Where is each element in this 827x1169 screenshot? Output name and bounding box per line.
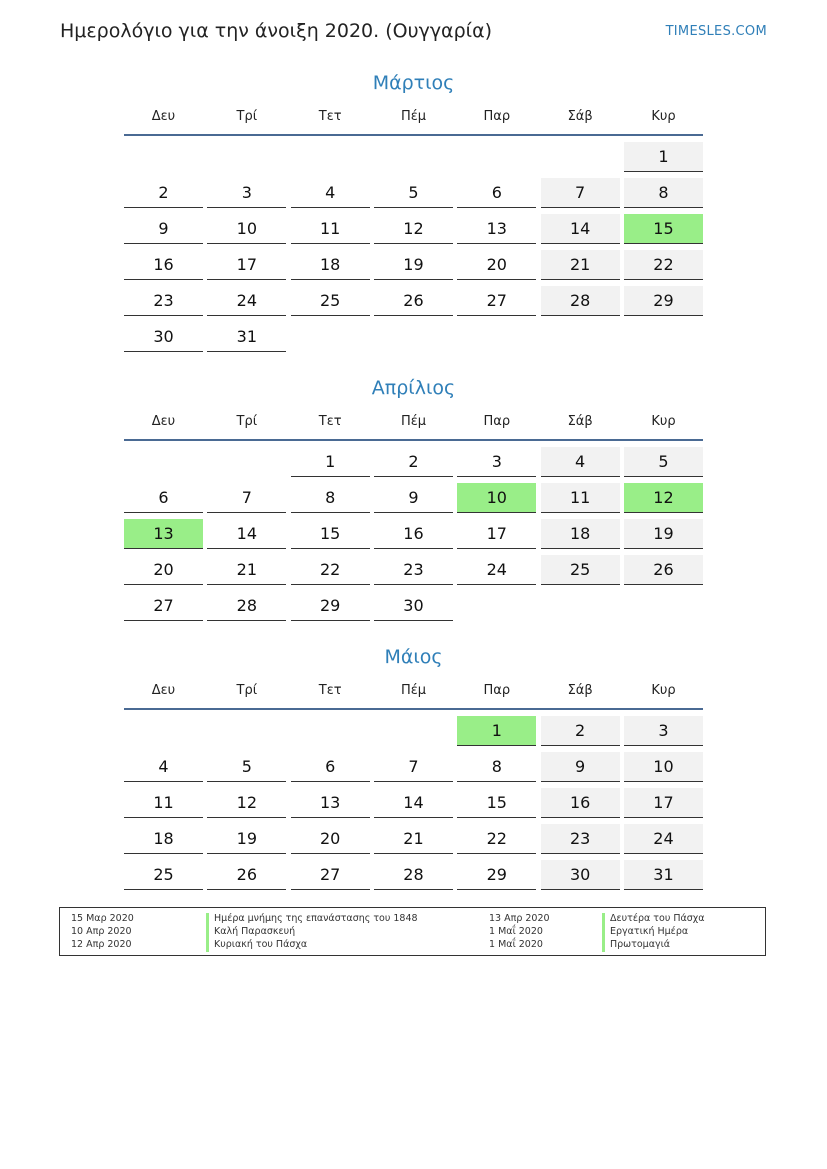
weekday-tue: Τρί — [236, 414, 258, 429]
legend-date: 1 Μαΐ 2020 — [489, 926, 543, 937]
weekday-tue: Τρί — [236, 683, 258, 698]
month-name: Απρίλιος — [371, 377, 456, 399]
day-cell: 24 — [207, 286, 286, 316]
legend-row — [60, 913, 765, 926]
month-march — [124, 70, 703, 352]
empty-cell — [207, 447, 286, 477]
day-cell: 13 — [291, 788, 370, 818]
day-cell: 22 — [291, 555, 370, 585]
weekend-day-cell: 22 — [624, 250, 703, 280]
brand-logo[interactable]: TIMESLES.COM — [665, 24, 767, 39]
day-cell: 11 — [124, 788, 203, 818]
day-cell: 31 — [207, 322, 286, 352]
weekday-mon: Δευ — [151, 109, 176, 124]
empty-cell — [374, 716, 453, 746]
day-cell: 1 — [291, 447, 370, 477]
day-cell: 24 — [457, 555, 536, 585]
holiday-legend — [59, 907, 766, 956]
empty-cell — [207, 716, 286, 746]
weekend-day-cell: 17 — [624, 788, 703, 818]
day-cell: 20 — [124, 555, 203, 585]
day-cell: 6 — [457, 178, 536, 208]
holiday-day-cell: 15 — [624, 214, 703, 244]
legend-holiday-name: Εργατική Ημέρα — [602, 926, 688, 939]
day-cell: 17 — [457, 519, 536, 549]
weekday-sun: Κυρ — [651, 414, 676, 429]
day-cell: 25 — [124, 860, 203, 890]
day-cell: 20 — [291, 824, 370, 854]
day-cell: 17 — [207, 250, 286, 280]
day-cell: 29 — [291, 591, 370, 621]
day-cell: 3 — [457, 447, 536, 477]
page-title: Ημερολόγιο για την άνοιξη 2020. (Ουγγαρία) — [60, 20, 493, 42]
header-rule — [124, 439, 703, 441]
empty-cell — [291, 716, 370, 746]
weekend-day-cell: 3 — [624, 716, 703, 746]
day-cell: 29 — [457, 860, 536, 890]
day-cell: 12 — [374, 214, 453, 244]
day-grid — [124, 716, 703, 890]
empty-cell — [291, 142, 370, 172]
day-cell: 20 — [457, 250, 536, 280]
day-cell: 28 — [207, 591, 286, 621]
weekend-day-cell: 11 — [541, 483, 620, 513]
month-may — [124, 644, 703, 890]
month-name: Μάιος — [384, 646, 443, 668]
weekday-fri: Παρ — [483, 414, 511, 429]
weekend-day-cell: 26 — [624, 555, 703, 585]
weekday-header — [124, 106, 703, 128]
header-rule — [124, 708, 703, 710]
weekday-wed: Τετ — [318, 109, 342, 124]
day-cell: 28 — [374, 860, 453, 890]
day-cell: 30 — [374, 591, 453, 621]
weekend-day-cell: 1 — [624, 142, 703, 172]
empty-cell — [457, 142, 536, 172]
weekday-thu: Πέμ — [400, 414, 427, 429]
legend-row — [60, 926, 765, 939]
day-cell: 4 — [124, 752, 203, 782]
weekend-day-cell: 2 — [541, 716, 620, 746]
day-cell: 8 — [457, 752, 536, 782]
day-cell: 26 — [374, 286, 453, 316]
day-grid — [124, 142, 703, 352]
weekday-mon: Δευ — [151, 683, 176, 698]
weekend-day-cell: 25 — [541, 555, 620, 585]
weekday-thu: Πέμ — [400, 683, 427, 698]
day-cell: 30 — [124, 322, 203, 352]
holiday-day-cell: 12 — [624, 483, 703, 513]
weekend-day-cell: 9 — [541, 752, 620, 782]
empty-cell — [124, 142, 203, 172]
day-cell: 8 — [291, 483, 370, 513]
weekend-day-cell: 7 — [541, 178, 620, 208]
day-cell: 11 — [291, 214, 370, 244]
day-cell: 13 — [457, 214, 536, 244]
holiday-day-cell: 1 — [457, 716, 536, 746]
day-cell: 18 — [291, 250, 370, 280]
weekend-day-cell: 23 — [541, 824, 620, 854]
weekend-day-cell: 18 — [541, 519, 620, 549]
day-cell: 26 — [207, 860, 286, 890]
day-cell: 27 — [457, 286, 536, 316]
header-rule — [124, 134, 703, 136]
day-cell: 16 — [124, 250, 203, 280]
weekday-header — [124, 411, 703, 433]
day-cell: 7 — [207, 483, 286, 513]
weekend-day-cell: 19 — [624, 519, 703, 549]
weekday-fri: Παρ — [483, 683, 511, 698]
day-cell: 4 — [291, 178, 370, 208]
empty-cell — [124, 447, 203, 477]
day-grid — [124, 447, 703, 621]
day-cell: 27 — [124, 591, 203, 621]
legend-row — [60, 939, 765, 952]
weekday-sat: Σάβ — [567, 683, 593, 698]
day-cell: 23 — [124, 286, 203, 316]
empty-cell — [541, 142, 620, 172]
day-cell: 21 — [374, 824, 453, 854]
day-cell: 6 — [291, 752, 370, 782]
weekday-tue: Τρί — [236, 109, 258, 124]
legend-date: 10 Απρ 2020 — [71, 926, 132, 937]
day-cell: 5 — [374, 178, 453, 208]
day-cell: 23 — [374, 555, 453, 585]
day-cell: 2 — [374, 447, 453, 477]
day-cell: 15 — [291, 519, 370, 549]
weekend-day-cell: 28 — [541, 286, 620, 316]
weekend-day-cell: 29 — [624, 286, 703, 316]
day-cell: 19 — [207, 824, 286, 854]
day-cell: 3 — [207, 178, 286, 208]
day-cell: 9 — [124, 214, 203, 244]
day-cell: 21 — [207, 555, 286, 585]
empty-cell — [207, 142, 286, 172]
day-cell: 16 — [374, 519, 453, 549]
weekday-wed: Τετ — [318, 683, 342, 698]
weekend-day-cell: 4 — [541, 447, 620, 477]
weekend-day-cell: 5 — [624, 447, 703, 477]
weekday-sun: Κυρ — [651, 683, 676, 698]
legend-date: 1 Μαΐ 2020 — [489, 939, 543, 950]
day-cell: 12 — [207, 788, 286, 818]
day-cell: 18 — [124, 824, 203, 854]
day-cell: 15 — [457, 788, 536, 818]
weekday-thu: Πέμ — [400, 109, 427, 124]
legend-holiday-name: Καλή Παρασκευή — [206, 926, 295, 939]
day-cell: 14 — [374, 788, 453, 818]
day-cell: 5 — [207, 752, 286, 782]
legend-holiday-name: Κυριακή του Πάσχα — [206, 939, 307, 952]
legend-holiday-name: Ημέρα μνήμης της επανάστασης του 1848 — [206, 913, 418, 926]
legend-holiday-name: Δευτέρα του Πάσχα — [602, 913, 705, 926]
weekday-mon: Δευ — [151, 414, 176, 429]
day-cell: 7 — [374, 752, 453, 782]
holiday-day-cell: 13 — [124, 519, 203, 549]
day-cell: 19 — [374, 250, 453, 280]
legend-holiday-name: Πρωτομαγιά — [602, 939, 670, 952]
month-name: Μάρτιος — [372, 72, 455, 94]
weekday-fri: Παρ — [483, 109, 511, 124]
day-cell: 25 — [291, 286, 370, 316]
empty-cell — [374, 142, 453, 172]
weekday-header — [124, 680, 703, 702]
legend-date: 13 Απρ 2020 — [489, 913, 550, 924]
day-cell: 27 — [291, 860, 370, 890]
weekend-day-cell: 24 — [624, 824, 703, 854]
legend-date: 15 Μαρ 2020 — [71, 913, 134, 924]
weekend-day-cell: 31 — [624, 860, 703, 890]
weekend-day-cell: 14 — [541, 214, 620, 244]
weekend-day-cell: 30 — [541, 860, 620, 890]
day-cell: 2 — [124, 178, 203, 208]
weekday-wed: Τετ — [318, 414, 342, 429]
holiday-day-cell: 10 — [457, 483, 536, 513]
empty-cell — [124, 716, 203, 746]
day-cell: 14 — [207, 519, 286, 549]
weekend-day-cell: 16 — [541, 788, 620, 818]
day-cell: 6 — [124, 483, 203, 513]
weekend-day-cell: 21 — [541, 250, 620, 280]
weekday-sat: Σάβ — [567, 414, 593, 429]
day-cell: 10 — [207, 214, 286, 244]
month-april — [124, 375, 703, 621]
weekday-sat: Σάβ — [567, 109, 593, 124]
weekend-day-cell: 10 — [624, 752, 703, 782]
legend-date: 12 Απρ 2020 — [71, 939, 132, 950]
weekend-day-cell: 8 — [624, 178, 703, 208]
day-cell: 22 — [457, 824, 536, 854]
weekday-sun: Κυρ — [651, 109, 676, 124]
day-cell: 9 — [374, 483, 453, 513]
